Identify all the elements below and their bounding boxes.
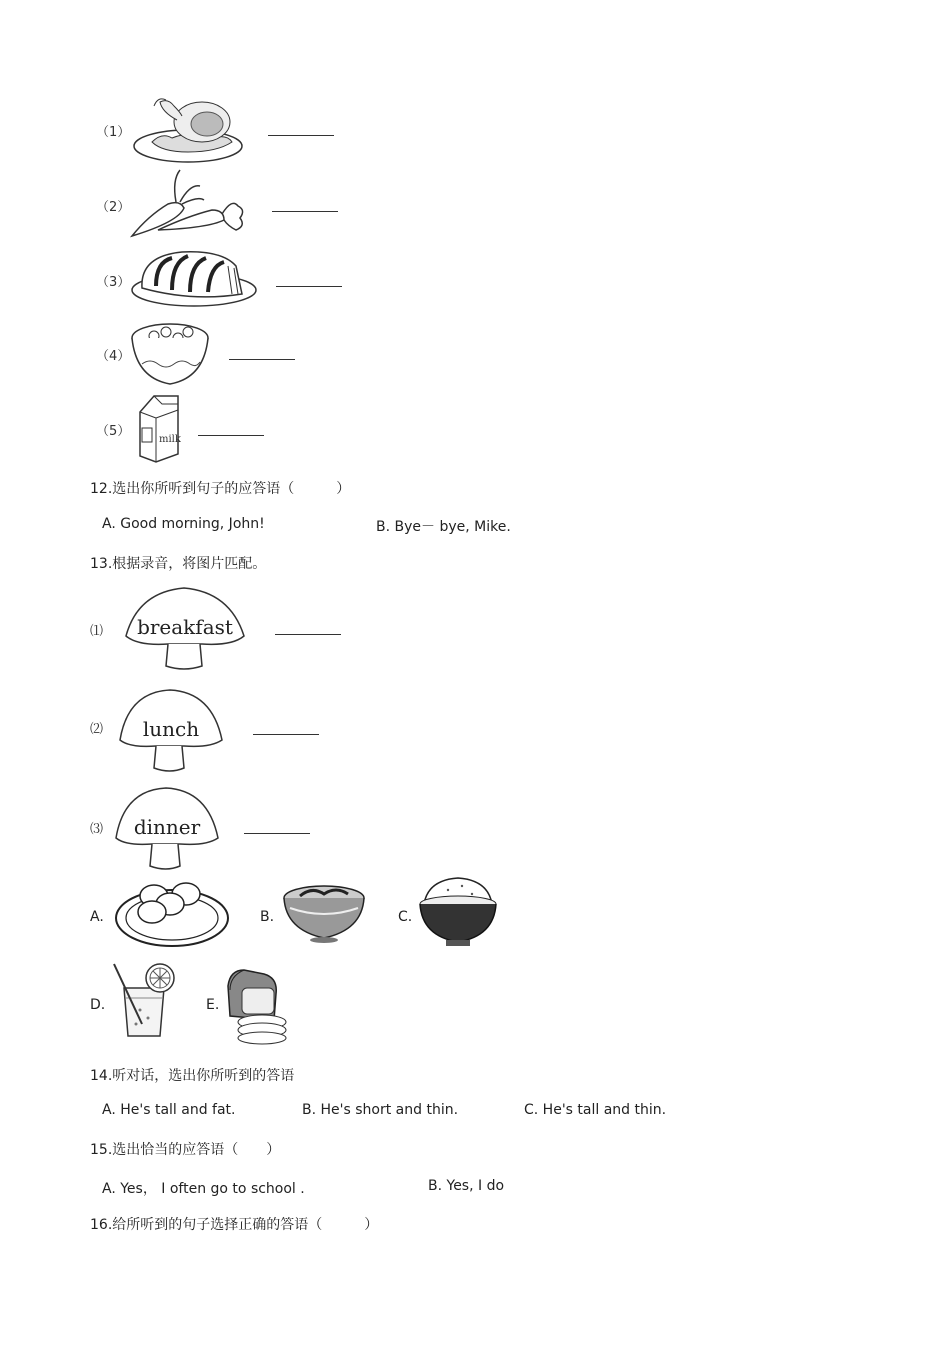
question-14-option-c[interactable]: C. He's tall and thin. [524,1102,667,1118]
choice-d-label: D. [90,997,106,1013]
eggs-plate-icon [114,878,232,950]
rice-bowl-icon [418,876,498,948]
lunch-mushroom-card [118,688,224,772]
question-16-title: 16.给所听到的句子选择正确的答语（ ） [90,1217,379,1233]
question-15-option-a[interactable]: A. Yes， I often go to school . [102,1181,305,1197]
match-item-2-blank[interactable] [253,733,319,735]
choice-c-label: C. [398,909,413,925]
breakfast-mushroom-card [122,586,248,672]
item-3-answer-blank[interactable] [276,285,342,287]
item-5-label: （5） [96,424,131,439]
carrots-icon [128,166,248,242]
match-item-1-label: ⑴ [90,624,104,639]
match-item-2-label: ⑵ [90,722,104,737]
bread-loaf-icon [132,246,260,308]
match-item-3-label: ⑶ [90,822,104,837]
breakfast-word: breakfast [137,615,233,639]
milk-carton-icon [134,392,184,464]
item-1-answer-blank[interactable] [268,134,334,136]
lunch-word: lunch [142,717,200,741]
item-2-answer-blank[interactable] [272,210,338,212]
choice-a-label: A. [90,909,104,925]
noodle-bowl-icon [130,318,212,388]
question-14-title: 14.听对话，选出你所听到的答语 [90,1068,295,1084]
noodles-bowl-icon [282,882,368,944]
question-12-option-a[interactable]: A. Good morning, John! [102,516,265,532]
item-2-label: （2） [96,200,131,215]
question-13-title: 13.根据录音，将图片匹配。 [90,556,267,572]
match-item-3-blank[interactable] [244,832,310,834]
item-3-label: （3） [96,275,131,290]
sliced-bread-icon [224,966,288,1044]
question-14-option-a[interactable]: A. He's tall and fat. [102,1102,236,1118]
item-1-label: （1） [96,125,131,140]
choice-e-label: E. [206,997,220,1013]
roast-chicken-icon [132,92,244,166]
item-4-answer-blank[interactable] [229,358,295,360]
question-12-title: 12.选出你所听到句子的应答语（ ） [90,481,351,497]
item-4-label: （4） [96,349,131,364]
choice-b-label: B. [260,909,275,925]
milk-label: milk [159,434,181,445]
dinner-mushroom-card [114,786,220,870]
question-15-title: 15.选出恰当的应答语（ ） [90,1142,281,1158]
question-12-option-b[interactable]: B. Bye－ bye, Mike. [376,519,511,535]
question-15-option-b[interactable]: B. Yes, I do [428,1178,505,1194]
question-14-option-b[interactable]: B. He's short and thin. [302,1102,459,1118]
item-5-answer-blank[interactable] [198,434,264,436]
match-item-1-blank[interactable] [275,633,341,635]
dinner-word: dinner [133,815,201,839]
juice-glass-icon [112,962,182,1038]
